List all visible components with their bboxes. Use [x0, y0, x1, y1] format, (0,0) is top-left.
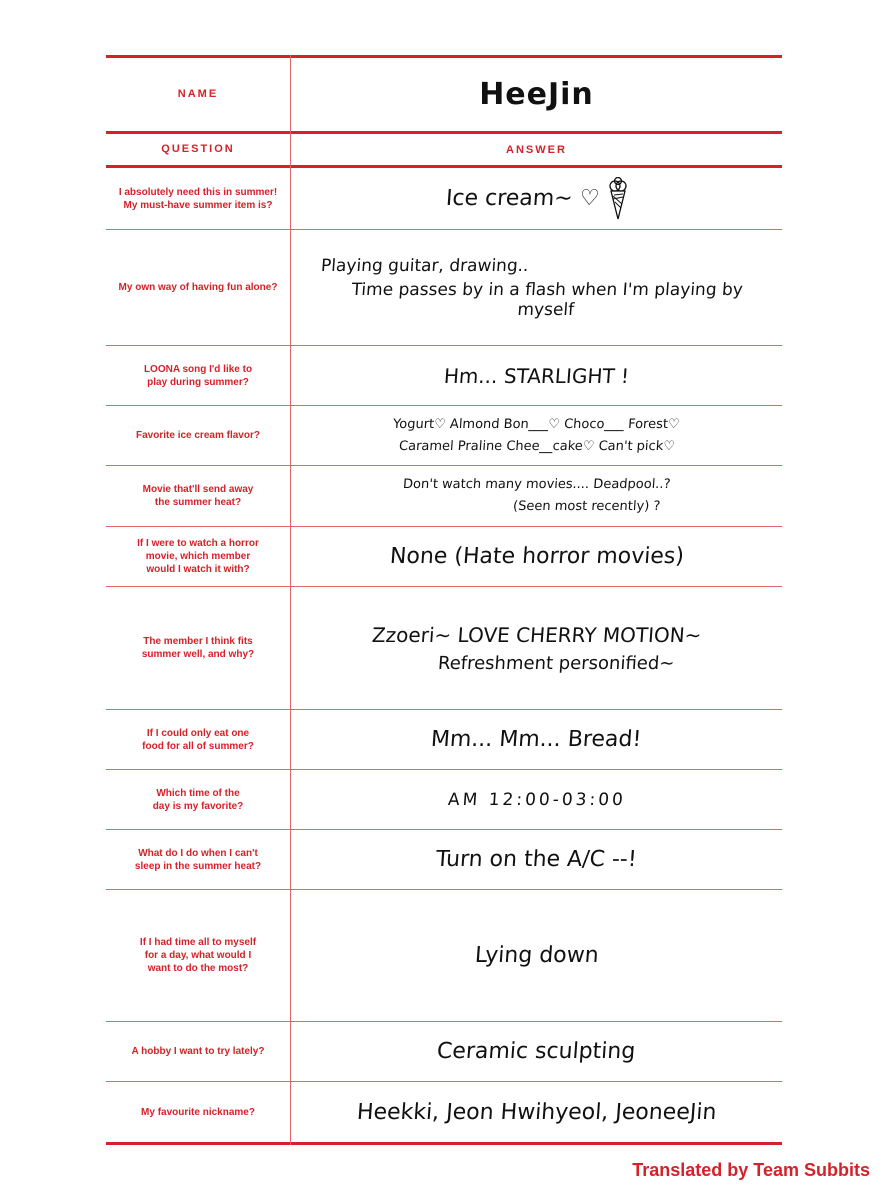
answer-text: Turn on the A/C --!: [435, 847, 638, 872]
question-cell: What do I do when I can't sleep in the summer heat?: [134, 847, 262, 872]
table-bottom-border: [106, 1142, 782, 1145]
name-value: HeeJin: [479, 77, 594, 112]
answer-text: Lying down: [473, 943, 600, 968]
answer-text: (Seen most recently) ?: [512, 499, 661, 514]
question-cell: Movie that'll send away the summer heat?: [142, 484, 254, 508]
question-cell: My favourite nickname?: [141, 1106, 255, 1118]
answer-cell: [291, 168, 782, 229]
answer-text: None (Hate horror movies): [388, 544, 685, 569]
answer-text: Time passes by in a flash when I'm playing by myself: [350, 279, 744, 320]
answer-cell: [291, 830, 782, 889]
translation-credit: Translated by Team Subbits: [632, 1160, 870, 1180]
answer-text: AM 12:00-03:00: [446, 789, 627, 810]
answer-cell: [291, 346, 782, 405]
answer-text: Caramel Praline Chee__cake♡ Can't pick♡: [398, 438, 675, 454]
question-cell: I absolutely need this in summer! My must-have summer item is?: [118, 186, 278, 211]
answer-cell: [291, 710, 782, 769]
answer-cell: [291, 230, 782, 345]
answer-text: Ice cream~ ♡: [444, 186, 601, 211]
answer-text: Ceramic sculpting: [436, 1039, 637, 1064]
answer-cell: [291, 1082, 782, 1142]
answer-cell: [291, 406, 782, 465]
answer-cell: [291, 890, 782, 1021]
question-cell: If I could only eat one food for all of summer?: [142, 727, 254, 752]
answer-cell: [291, 587, 782, 709]
question-cell: LOONA song I'd like to play during summer?: [143, 363, 253, 388]
name-label: NAME: [177, 88, 219, 100]
name-value-cell: [291, 58, 782, 131]
question-column-header: QUESTION: [161, 143, 235, 155]
answer-text: Don't watch many movies.... Deadpool..?: [402, 477, 671, 492]
answer-column-header-cell: [291, 134, 782, 165]
answer-text: Refreshment personified~: [437, 652, 676, 674]
question-cell: My own way of having fun alone?: [118, 282, 278, 293]
answer-text: Playing guitar, drawing..: [320, 255, 530, 276]
answer-column-header: ANSWER: [506, 143, 567, 156]
answer-cell: [291, 527, 782, 586]
answer-cell: [291, 466, 782, 526]
answer-cell: [291, 1022, 782, 1081]
answer-text: Heekki, Jeon Hwihyeol, JeoneeJin: [355, 1099, 718, 1125]
questionnaire-table: [106, 55, 782, 1145]
answer-text: Yogurt♡ Almond Bon___♡ Choco___ Forest♡: [392, 416, 681, 432]
answer-text: Zzoeri~ LOVE CHERRY MOTION~: [370, 622, 703, 647]
question-cell: If I had time all to myself for a day, what would I want to do the most?: [139, 937, 257, 974]
question-cell: Which time of the day is my favorite?: [152, 787, 244, 812]
ice-cream-cone-icon: [609, 177, 627, 221]
question-cell: If I were to watch a horror movie, which member would I watch it with?: [137, 538, 259, 575]
question-cell: The member I think fits summer well, and why?: [141, 636, 255, 660]
answer-cell: [291, 770, 782, 829]
answer-text: Mm... Mm... Bread!: [430, 727, 643, 752]
question-cell: Favorite ice cream flavor?: [136, 430, 260, 441]
question-cell: A hobby I want to try lately?: [131, 1046, 265, 1057]
answer-text: Hm... STARLIGHT !: [443, 363, 630, 388]
